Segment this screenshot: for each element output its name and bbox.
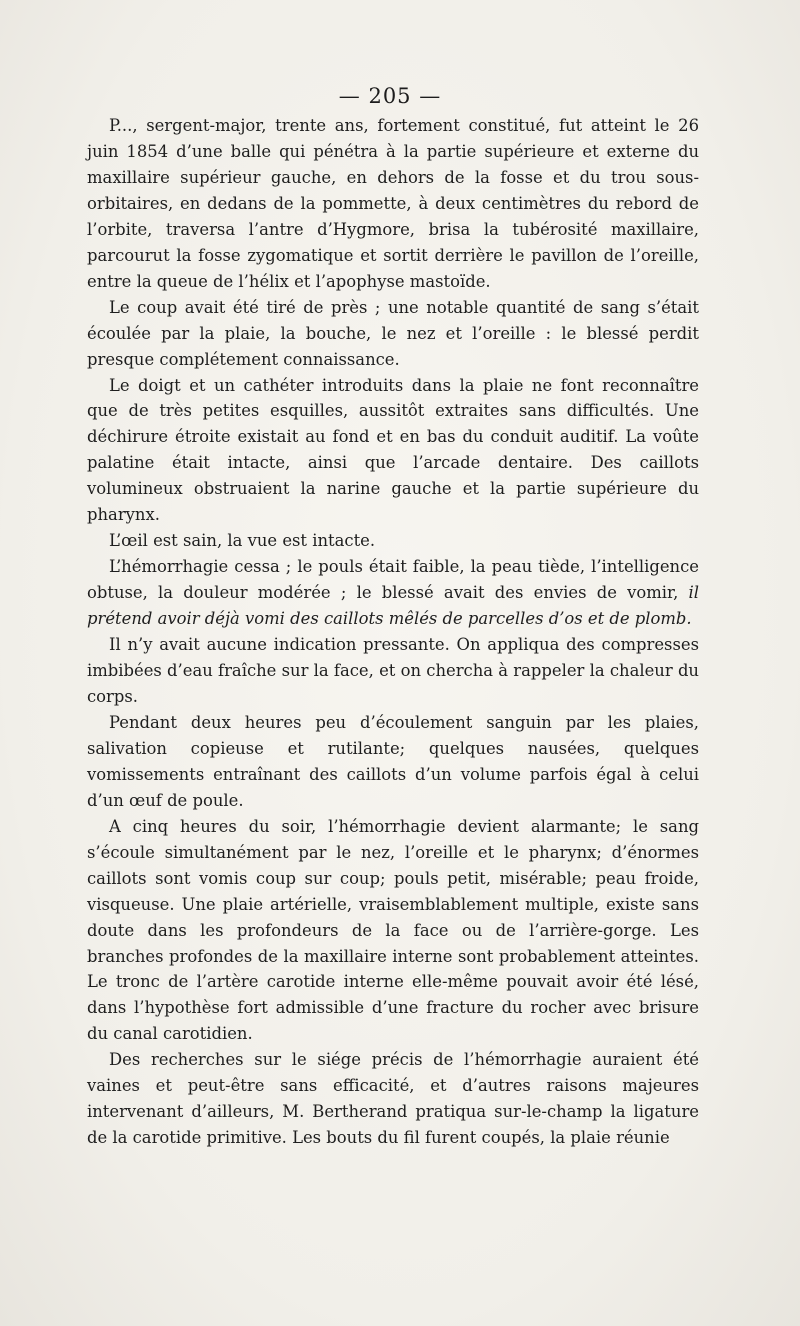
- paragraph: [87, 814, 699, 1048]
- paragraph: [87, 632, 699, 710]
- text-run: Le doigt et un cathéter introduits dans la plaie ne font reconnaître que de très petites esquilles, aussitôt extraites sans difficultés. Une déchirure étroite existait au fond et en bas du conduit auditif. La voûte palatine était intacte, ainsi que l’arcade dentaire. Des caillots volumineux obstruaient la narine gauche et la partie supérieure du pharynx.: [87, 375, 699, 525]
- text-run: Pendant deux heures peu d’écoulement sanguin par les plaies, salivation copieuse et rutilante; quelques nausées, quelques vomissements entraînant des caillots d’un volume parfois égal à celui d’un œuf de poule.: [87, 712, 699, 810]
- paragraph: [87, 113, 699, 295]
- paragraph: [87, 528, 699, 554]
- text-run: P..., sergent-major, trente ans, fortement constitué, fut atteint le 26 juin 1854 d’une balle qui pénétra à la partie supérieure et externe du maxillaire supérieur gauche, en dehors de la fosse et du trou sous-orbitaires, en dedans de la pommette, à deux centimètres du rebord de l’orbite, traversa l’antre d’Hygmore, brisa la tubérosité maxillaire, parcourut la fosse zygomatique et sortit derrière le pavillon de l’oreille, entre la queue de l’hélix et l’apophyse mastoïde.: [87, 116, 699, 291]
- italic-text-run: il prétend avoir déjà vomi des caillots mêlés de parcelles d’os et de plomb.: [87, 583, 699, 629]
- text-run: Des recherches sur le siége précis de l’hémorrhagie auraient été vaines et peut-être sans efficacité, et d’autres raisons majeures intervenant d’ailleurs, M. Bertherand pratiqua sur-le-champ la ligature de la carotide primitive. Les bouts du fil furent coupés, la plaie réunie: [87, 1050, 699, 1148]
- page-number: — 205 —: [338, 84, 442, 108]
- text-run: L’hémorrhagie cessa ; le pouls était faible, la peau tiède, l’intelligence obtuse, la douleur modérée ; le blessé avait des envies de vomir,: [87, 557, 699, 603]
- paragraph: [87, 295, 699, 373]
- paragraph: [87, 373, 699, 529]
- text-run: Le coup avait été tiré de près ; une notable quantité de sang s’était écoulée par la plaie, la bouche, le nez et l’oreille : le blessé perdit presque complétement connaissance.: [87, 297, 699, 369]
- text-run: A cinq heures du soir, l’hémorrhagie devient alarmante; le sang s’écoule simultanément par le nez, l’oreille et le pharynx; d’énormes caillots sont vomis coup sur coup; pouls petit, misérable; peau froide, visqueuse. Une plaie artérielle, vraisemblablement multiple, existe sans doute dans les profondeurs de la face ou de l’arrière-gorge. Les branches profondes de la maxillaire interne sont probablement atteintes. Le tronc de l’artère carotide interne elle-même pouvait avoir été lésé, dans l’hypothèse fort admissible d’une fracture du rocher avec brisure du canal carotidien.: [87, 816, 699, 1044]
- text-run: Il n’y avait aucune indication pressante. On appliqua des compresses imbibées d’eau fraîche sur la face, et on chercha à rappeler la chaleur du corps.: [87, 635, 699, 706]
- paragraph: [87, 1047, 699, 1151]
- paragraph: [87, 554, 699, 632]
- body-text: [87, 113, 699, 1151]
- paragraph: [87, 710, 699, 814]
- text-run: L’œil est sain, la vue est intacte.: [109, 531, 376, 551]
